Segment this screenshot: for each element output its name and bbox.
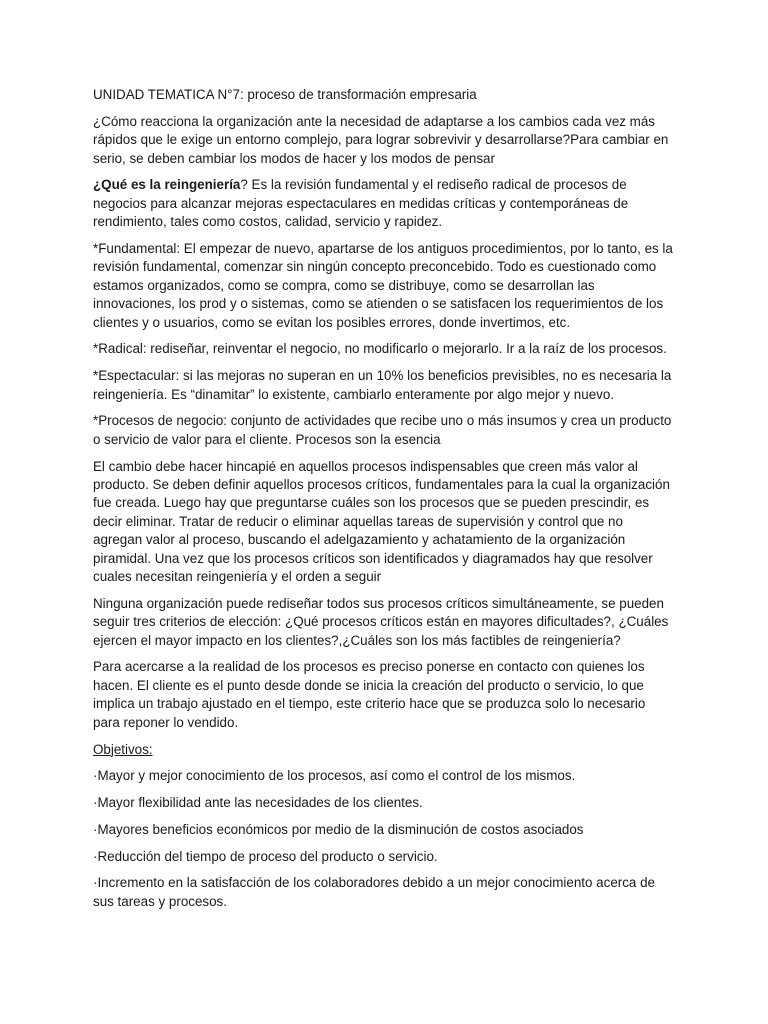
objetivo-item: ·Reducción del tiempo de proceso del producto o servicio. [93,848,438,864]
paragraph-reingenieria-definition [93,176,673,231]
paragraph-criterios: Ninguna organización puede rediseñar todos sus procesos críticos simultáneamente, se pueden seguir tres criterios de elección: ¿Qué procesos críticos están en mayores dificultades?, ¿Cuáles ejercen el mayor impacto en los clientes?,¿Cuáles son los más factibles de reingeniería? [93,595,669,648]
paragraph-procesos-de-negocio: *Procesos de negocio: conjunto de actividades que recibe uno o más insumos y crea un producto o servicio de valor para el cliente. Procesos son la esencia [93,413,672,447]
paragraph-cambio: El cambio debe hacer hincapié en aquellos procesos indispensables que creen más valor al producto. Se deben definir aquellos procesos críticos, fundamentales para la cual la organización fue creada. Luego hay que preguntarse cuáles son los procesos que se pueden prescindir, es decir eliminar. Tratar de reducir o eliminar aquellas tareas de supervisión y control que no agregan valor al proceso, buscando el adelgazamiento y achatamiento de la organización piramidal. Una vez que los procesos críticos son identificados y diagramados hay que resolver cuales necesitan reingeniería y el orden a seguir [93,458,670,585]
reingenieria-question-bold: ¿Qué es la reingeniería [93,177,241,193]
document-body [93,86,673,920]
objetivo-item: ·Incremento en la satisfacción de los colaboradores debido a un mejor conocimiento acerca de sus tareas y procesos. [93,875,655,909]
paragraph-realidad-procesos: Para acercarse a la realidad de los procesos es preciso ponerse en contacto con quienes los hacen. El cliente es el punto desde donde se inicia la creación del producto o servicio, lo que implica un trabajo ajustado en el tiempo, este criterio hace que se produzca solo lo necesario para reponer lo vendido. [93,659,646,730]
paragraph-radical: *Radical: rediseñar, reinventar el negocio, no modificarlo o mejorarlo. Ir a la raíz de los procesos. [93,341,667,357]
reingenieria-definition-text: ? Es la revisión fundamental y el rediseño radical de procesos de negocios para alcanzar mejoras espectaculares en medidas críticas y contemporáneas de rendimiento, tales como costos, calidad, servicio y rapidez. [93,177,629,230]
document-title: UNIDAD TEMATICA N°7: proceso de transformación empresaria [93,87,477,102]
objetivos-heading: Objetivos: [93,741,153,757]
objetivo-item: ·Mayores beneficios económicos por medio de la disminución de costos asociados [93,821,584,837]
paragraph-intro: ¿Cómo reacciona la organización ante la necesidad de adaptarse a los cambios cada vez más rápidos que le exige un entorno complejo, para lograr sobrevivir y desarrollarse?Para cambiar en serio, se deben cambiar los modos de hacer y los modos de pensar [93,113,669,166]
objetivo-item: ·Mayor flexibilidad ante las necesidades de los clientes. [93,795,423,811]
objetivo-item: ·Mayor y mejor conocimiento de los procesos, así como el control de los mismos. [93,768,576,784]
paragraph-espectacular: *Espectacular: si las mejoras no superan en un 10% los beneficios previsibles, no es necesaria la reingeniería. Es “dinamitar” lo existente, cambiarlo enteramente por algo mejor y nuevo. [93,368,672,402]
paragraph-fundamental: *Fundamental: El empezar de nuevo, apartarse de los antiguos procedimientos, por lo tanto, es la revisión fundamental, comenzar sin ningún concepto preconcebido. Todo es cuestionado como estamos organizados, como se compra, como se distribuye, como se desarrollan las innovaciones, los prod y o sistemas, como se atienden o se satisfacen los requerimientos de los clientes y o usuarios, como se evitan los posibles errores, donde invertimos, etc. [93,241,673,330]
